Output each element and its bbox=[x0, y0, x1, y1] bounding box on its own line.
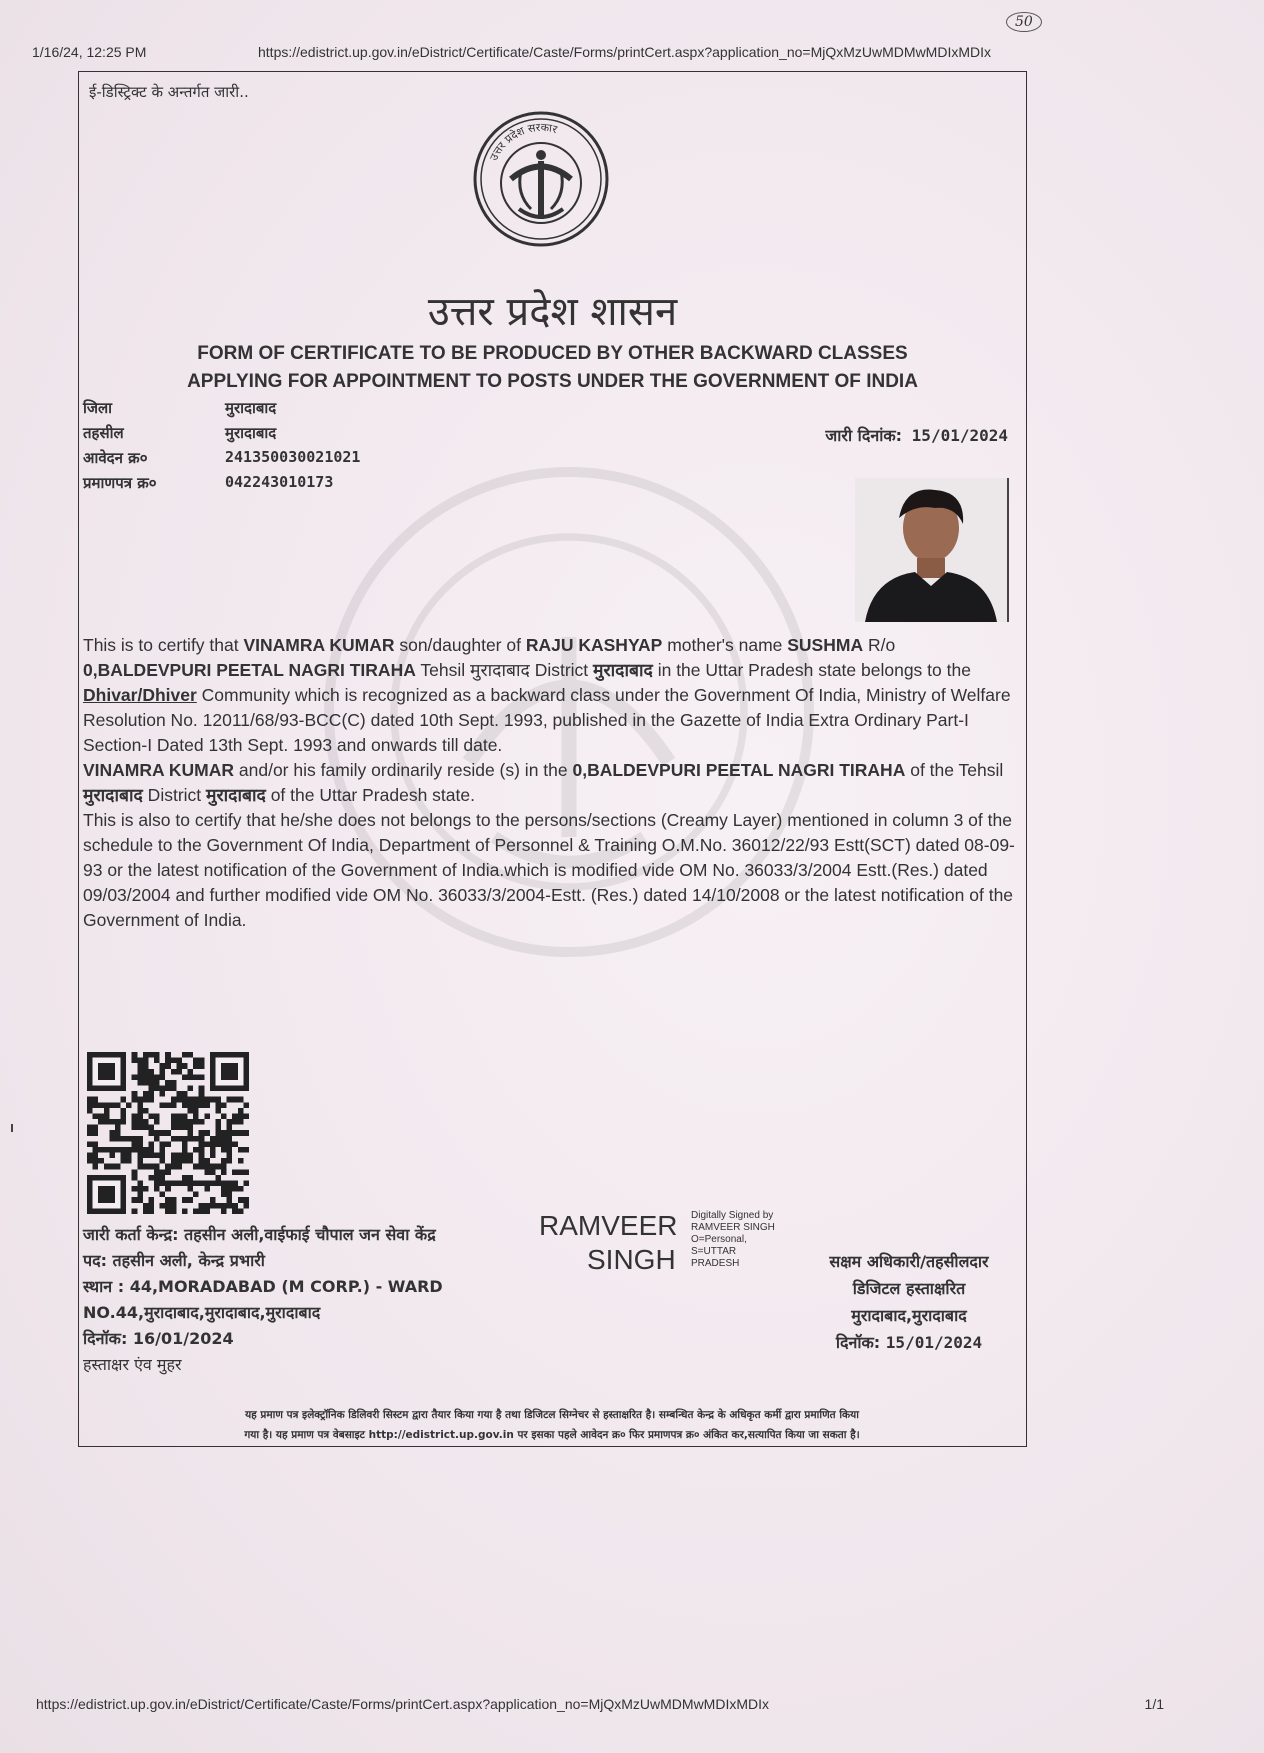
issuer-post: पद: तहसीन अली, केन्द्र प्रभारी bbox=[83, 1251, 265, 1270]
signature-detail-1: Digitally Signed by bbox=[691, 1210, 774, 1221]
signature-name-line-2: SINGH bbox=[587, 1244, 676, 1275]
form-title-line-2: APPLYING FOR APPOINTMENT TO POSTS UNDER THE GOVERNMENT OF INDIA bbox=[187, 371, 918, 392]
issuer-date: दिनॉक: 16/01/2024 bbox=[83, 1329, 234, 1348]
competent-officer-block bbox=[799, 1248, 1019, 1356]
signature-detail-2: RAMVEER SINGH bbox=[691, 1222, 775, 1233]
signature-detail-3: O=Personal, bbox=[691, 1234, 747, 1245]
officer-digital-signed: डिजिटल हस्ताक्षरित bbox=[852, 1279, 966, 1298]
digital-signature-detail bbox=[691, 1210, 811, 1270]
applicant-photo bbox=[855, 478, 1009, 622]
father-name: RAJU KASHYAP bbox=[525, 635, 663, 655]
government-title: उत्तर प्रदेश शासन bbox=[427, 289, 678, 335]
footnote-line-2: गया है। यह प्रमाण पत्र वेबसाइट http://edistrict.up.gov.in पर इसका पहले आवेदन क्र० फिर प्रमाणपत्र क्र० अंकित कर,सत्यापित किया जा सकता है। bbox=[244, 1429, 860, 1441]
footer-url[interactable]: https://edistrict.up.gov.in/eDistrict/Certificate/Caste/Forms/printCert.aspx?application_no=MjQxMzUwMDMwMDIxMDIx bbox=[36, 1696, 770, 1712]
tehsil-name: मुरादाबाद bbox=[470, 660, 530, 680]
officer-place: मुरादाबाद,मुरादाबाद bbox=[851, 1306, 967, 1325]
verification-qr-code[interactable] bbox=[87, 1052, 249, 1214]
signature-seal-label: हस्ताक्षर एंव मुहर bbox=[83, 1355, 182, 1374]
footnote-line-1: यह प्रमाण पत्र इलेक्ट्रॉनिक डिलिवरी सिस्टम द्वारा तैयार किया गया है तथा डिजिटल सिग्नेचर से हस्ताक्षरित है। सम्बन्धित केन्द्र के अधिकृत कर्मी द्वारा प्रमाणित किया bbox=[245, 1409, 859, 1421]
page-number: 1/1 bbox=[1144, 1696, 1164, 1712]
issue-date-label: जारी दिनांक: bbox=[825, 426, 903, 445]
district-name: मुरादाबाद bbox=[593, 660, 653, 680]
form-title bbox=[79, 340, 1026, 396]
handwritten-annotation: 50 bbox=[1006, 12, 1042, 32]
mother-name: SUSHMA bbox=[787, 635, 864, 655]
officer-title: सक्षम अधिकारी/तहसीलदार bbox=[829, 1252, 989, 1271]
print-timestamp: 1/16/24, 12:25 PM bbox=[32, 44, 147, 60]
body-paragraph-3: This is also to certify that he/she does not belongs to the persons/sections (Creamy Layer) mentioned in column 3 of the schedule to the Government Of India, Department of Personnel & Training O.M.No. 36012/22/93 Estt(SCT) dated 08-09-93 or the latest notification of the Government of India.which is modified vide OM No. 36033/3/2004 Estt.(Res.) dated 09/03/2004 and further modified vide OM No. 36033/3/2004-Estt. (Res.) dated 14/10/2008 or the latest notification of the Government of India. bbox=[83, 810, 1015, 930]
issuer-place-line-2: NO.44,मुरादाबाद,मुरादाबाद,मुरादाबाद bbox=[83, 1303, 321, 1322]
issue-date-value: 15/01/2024 bbox=[911, 426, 1008, 445]
issuing-center-block bbox=[83, 1222, 563, 1378]
issue-date bbox=[825, 424, 1008, 446]
issuer-place-line-1: स्थान : 44,MORADABAD (M CORP.) - WARD bbox=[83, 1277, 443, 1296]
signature-detail-5: PRADESH bbox=[691, 1258, 740, 1269]
applicant-name: VINAMRA KUMAR bbox=[243, 635, 395, 655]
issued-under-note: ई-डिस्ट्रिक्ट के अन्तर्गत जारी.. bbox=[89, 83, 249, 101]
print-url[interactable]: https://edistrict.up.gov.in/eDistrict/Certificate/Caste/Forms/printCert.aspx?application_no=MjQxMzUwMDMwMDIxMDIx bbox=[258, 44, 992, 60]
signature-name-line-1: RAMVEER bbox=[539, 1210, 678, 1241]
signature-detail-4: S=UTTAR bbox=[691, 1246, 737, 1257]
certificate-no-label: प्रमाणपत्र क्र० bbox=[83, 474, 157, 492]
certificate-body bbox=[83, 633, 1018, 933]
svg-text:उत्तर प्रदेश सरकार: उत्तर प्रदेश सरकार bbox=[487, 120, 559, 163]
certificate bbox=[78, 71, 1027, 1447]
application-no-value: 241350030021021 bbox=[225, 448, 361, 466]
verification-footnote bbox=[87, 1405, 1017, 1445]
officer-date: दिनॉक: 15/01/2024 bbox=[835, 1333, 983, 1352]
up-govt-emblem-icon bbox=[471, 109, 611, 249]
issuing-center: जारी कर्ता केन्द्र: तहसीन अली,वाईफाई चौपाल जन सेवा केंद्र bbox=[83, 1225, 436, 1244]
tehsil-label: तहसील bbox=[83, 424, 124, 442]
certificate-no-value: 042243010173 bbox=[225, 473, 334, 491]
district-label: जिला bbox=[83, 399, 113, 417]
body-paragraph-1: This is to certify that VINAMRA KUMAR son/daughter of RAJU KASHYAP mother's name SUSHMA R/o 0,BALDEVPURI PEETAL NAGRI TIRAHA Tehsil मुरादाबाद District मुरादाबाद in the Uttar Pradesh state belongs to the Dhivar/Dhiver Community which is recognized as a backward class under the Government Of India, Ministry of Welfare Resolution No. 12011/68/93-BCC(C) dated 10th Sept. 1993, published in the Gazette of India Extra Ordinary Part-I Section-I Dated 13th Sept. 1993 and onwards till date. bbox=[83, 635, 1011, 755]
body-paragraph-2: VINAMRA KUMAR and/or his family ordinarily reside (s) in the 0,BALDEVPURI PEETAL NAGRI TIRAHA of the Tehsil मुरादाबाद District मुरादाबाद of the Uttar Pradesh state. bbox=[83, 760, 1004, 805]
address: 0,BALDEVPURI PEETAL NAGRI TIRAHA bbox=[83, 660, 416, 680]
district-value: मुरादाबाद bbox=[225, 400, 277, 417]
form-title-line-1: FORM OF CERTIFICATE TO BE PRODUCED BY OTHER BACKWARD CLASSES bbox=[197, 343, 908, 364]
margin-mark bbox=[11, 1124, 13, 1132]
community-name: Dhivar/Dhiver bbox=[83, 685, 197, 705]
application-no-label: आवेदन क्र० bbox=[83, 449, 148, 467]
tehsil-value: मुरादाबाद bbox=[225, 425, 277, 442]
